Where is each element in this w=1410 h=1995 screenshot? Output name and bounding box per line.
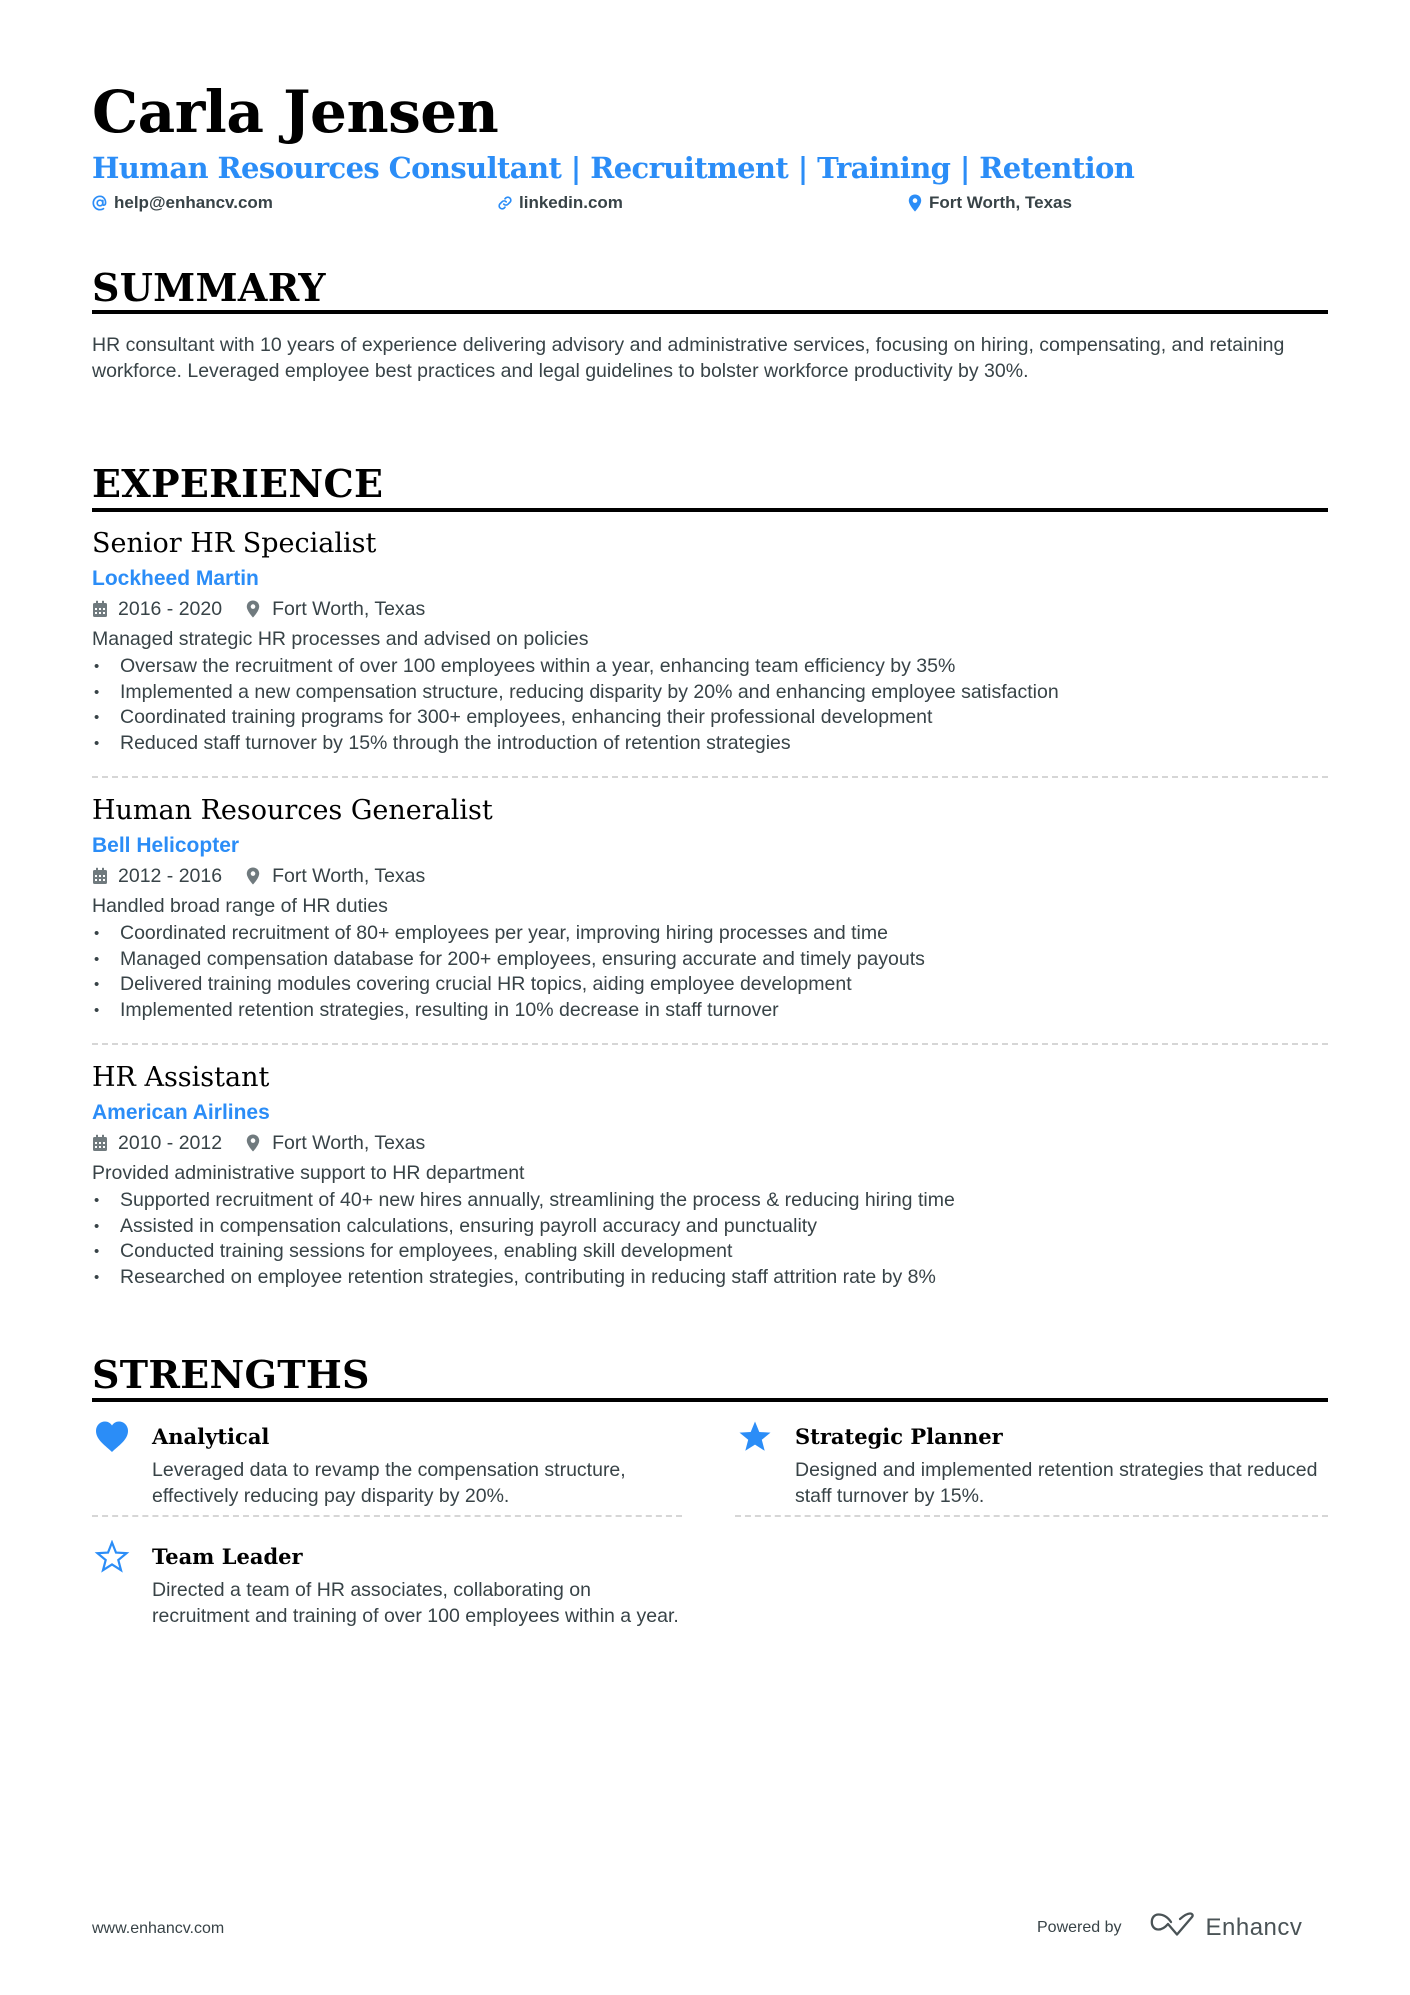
strength-description: Designed and implemented retention strategies that reduced staff turnover by 15%.: [795, 1459, 1318, 1507]
location-pin-icon: [246, 1134, 262, 1152]
job-entry: [92, 793, 1328, 1024]
job-bullet: • Coordinated recruitment of 80+ employees per year, improving hiring processes and time: [92, 921, 1328, 947]
job-location: [246, 1128, 425, 1158]
strength-description: Directed a team of HR associates, collaborating on recruitment and training of over 100 employees within a year.: [152, 1579, 679, 1627]
job-entry: [92, 1060, 1328, 1291]
location-pin-icon: [246, 600, 262, 618]
job-bullet: • Oversaw the recruitment of over 100 employees within a year, enhancing team efficiency by 35%: [92, 654, 1328, 680]
job-location: [246, 594, 425, 624]
strength-title: Team Leader: [152, 1544, 303, 1569]
footer-website[interactable]: www.enhancv.com: [92, 1920, 225, 1937]
enhancv-logo[interactable]: [1150, 1912, 1303, 1943]
job-dates: 2010 - 2012: [118, 1132, 223, 1154]
job-bullet: • Reduced staff turnover by 15% through the introduction of retention strategies: [92, 731, 1328, 757]
contact-linkedin[interactable]: [497, 193, 623, 213]
job-summary: Handled broad range of HR duties: [92, 895, 388, 917]
job-title: Human Resources Generalist: [92, 795, 493, 826]
contact-location: [907, 193, 1072, 213]
footer-branding: [1037, 1912, 1302, 1943]
job-entry: [92, 526, 1328, 757]
location-pin-icon: [907, 194, 923, 212]
job-company[interactable]: American Airlines: [92, 1101, 270, 1124]
job-meta: [92, 861, 1328, 891]
job-dates: 2016 - 2020: [118, 598, 223, 620]
job-divider: [92, 1043, 1328, 1045]
summary-text: HR consultant with 10 years of experience delivering advisory and administrative services, focusing on hiring, compensating, and retaining workforce. Leveraged employee best practices and legal guidelines to bolster workforce productivity by 30%.: [92, 334, 1285, 382]
job-title: Senior HR Specialist: [92, 528, 377, 559]
strength-divider: [735, 1515, 1328, 1517]
strengths-rule: [92, 1398, 1328, 1402]
heart-icon: [94, 1420, 130, 1456]
job-bullet: • Supported recruitment of 40+ new hires annually, streamlining the process & reducing hiring time: [92, 1188, 1328, 1214]
strength-description: Leveraged data to revamp the compensation structure, effectively reducing pay disparity by 20%.: [152, 1459, 626, 1507]
contact-email[interactable]: [92, 193, 273, 213]
job-bullet: • Delivered training modules covering crucial HR topics, aiding employee development: [92, 972, 1328, 998]
link-icon: [497, 194, 513, 212]
job-location-text: Fort Worth, Texas: [272, 598, 426, 620]
job-location-text: Fort Worth, Texas: [272, 1132, 426, 1154]
job-bullets: [92, 654, 1328, 757]
calendar-icon: [92, 867, 108, 885]
star-filled-icon: [737, 1420, 773, 1456]
calendar-icon: [92, 600, 108, 618]
job-bullet: • Researched on employee retention strategies, contributing in reducing staff attrition rate by 8%: [92, 1265, 1328, 1291]
job-dates: 2012 - 2016: [118, 865, 223, 887]
contact-linkedin-text: linkedin.com: [519, 193, 623, 212]
job-bullets: [92, 921, 1328, 1024]
job-company[interactable]: Lockheed Martin: [92, 567, 259, 590]
job-bullet: • Managed compensation database for 200+ employees, ensuring accurate and timely payouts: [92, 947, 1328, 973]
experience-rule: [92, 508, 1328, 512]
calendar-icon: [92, 1134, 108, 1152]
enhancv-logo-text: Enhancv: [1205, 1913, 1303, 1941]
job-bullet: • Assisted in compensation calculations, ensuring payroll accuracy and punctuality: [92, 1214, 1328, 1240]
job-bullets: [92, 1188, 1328, 1291]
contact-location-text: Fort Worth, Texas: [929, 193, 1072, 212]
summary-rule: [92, 310, 1328, 314]
experience-heading: EXPERIENCE: [92, 461, 384, 506]
candidate-headline: Human Resources Consultant | Recruitment | Training | Retention: [92, 151, 1135, 185]
summary-heading: SUMMARY: [92, 265, 326, 310]
location-pin-icon: [246, 867, 262, 885]
star-outline-icon: [94, 1540, 130, 1576]
job-meta: [92, 1128, 1328, 1158]
strength-title: Analytical: [152, 1424, 270, 1449]
job-bullet: • Conducted training sessions for employees, enabling skill development: [92, 1239, 1328, 1265]
strength-divider: [92, 1515, 682, 1517]
contact-bar: [92, 193, 1328, 217]
strengths-heading: STRENGTHS: [92, 1352, 370, 1397]
job-meta: [92, 594, 1328, 624]
job-bullet: • Implemented a new compensation structure, reducing disparity by 20% and enhancing employee satisfaction: [92, 680, 1328, 706]
job-company[interactable]: Bell Helicopter: [92, 834, 240, 857]
powered-by-label: Powered by: [1037, 1918, 1122, 1936]
candidate-name: Carla Jensen: [92, 78, 499, 146]
job-divider: [92, 776, 1328, 778]
job-title: HR Assistant: [92, 1062, 270, 1093]
contact-email-text: help@enhancv.com: [114, 193, 273, 212]
job-bullet: • Implemented retention strategies, resulting in 10% decrease in staff turnover: [92, 998, 1328, 1024]
at-icon: [92, 194, 108, 212]
job-summary: Managed strategic HR processes and advised on policies: [92, 628, 589, 650]
job-location-text: Fort Worth, Texas: [272, 865, 426, 887]
enhancv-logo-icon: [1150, 1912, 1196, 1943]
strength-title: Strategic Planner: [795, 1424, 1003, 1449]
job-summary: Provided administrative support to HR department: [92, 1162, 525, 1184]
job-bullet: • Coordinated training programs for 300+ employees, enhancing their professional development: [92, 705, 1328, 731]
job-location: [246, 861, 425, 891]
